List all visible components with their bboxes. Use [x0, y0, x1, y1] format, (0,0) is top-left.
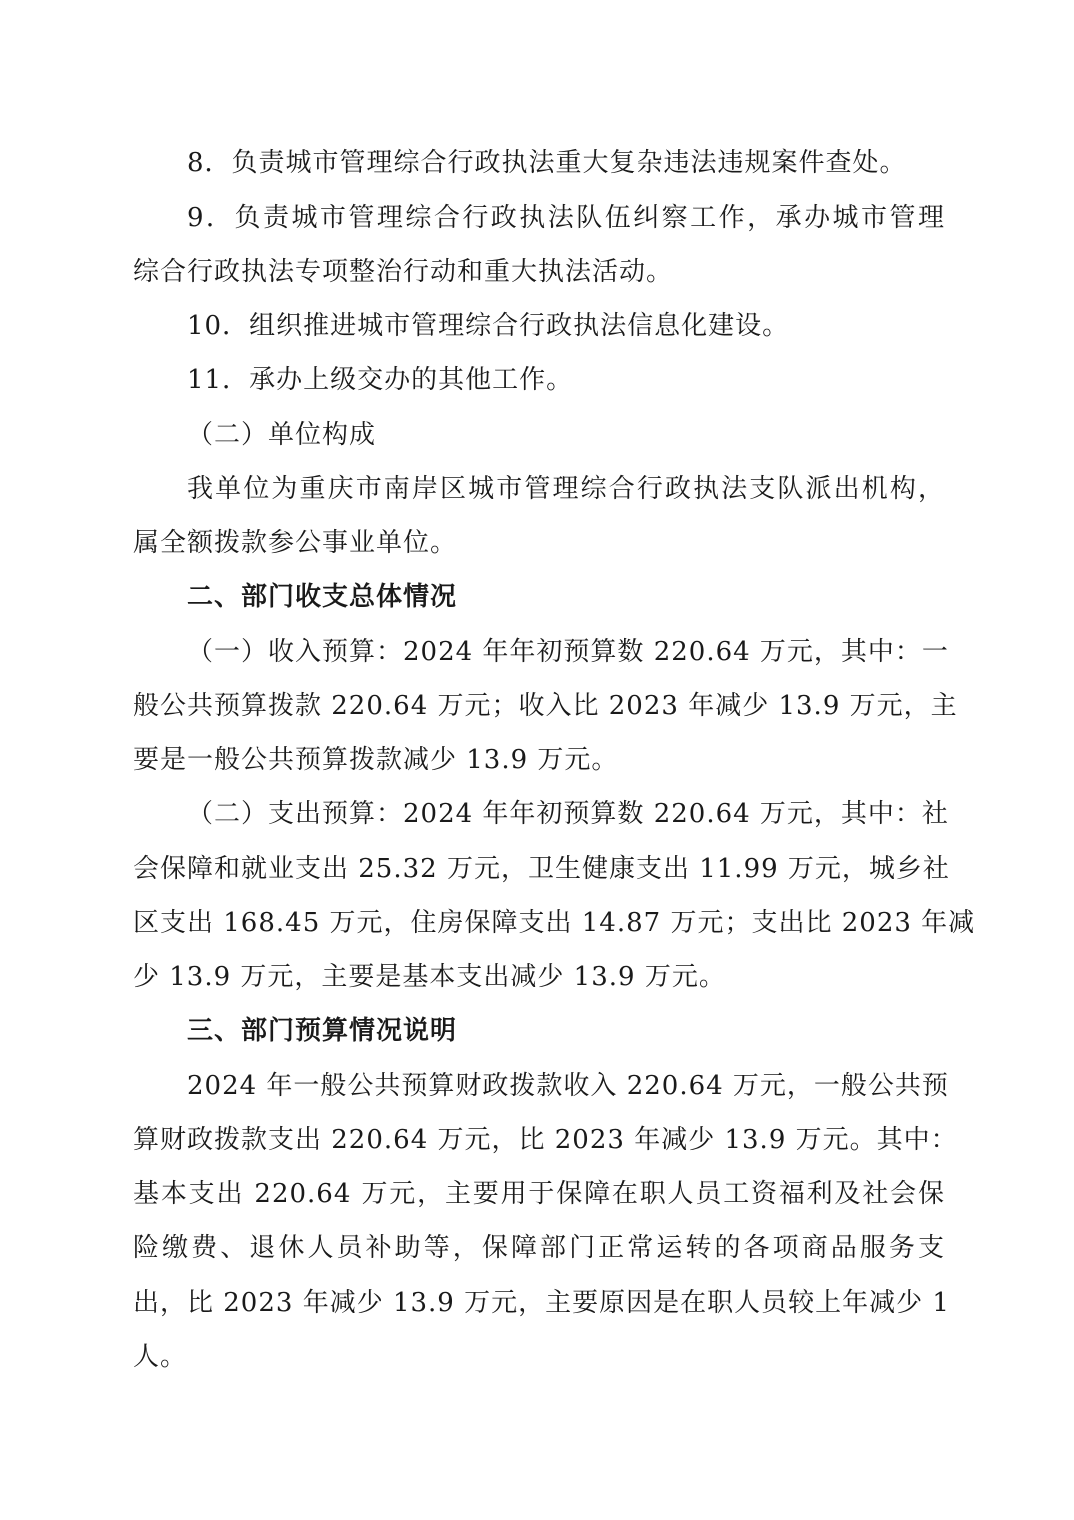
paragraph-line: 人。 [133, 1342, 188, 1372]
paragraph-line: 算财政拨款支出 220.64 万元，比 2023 年减少 13.9 万元。其中： [133, 1125, 958, 1155]
paragraph-line: 险缴费、退休人员补助等，保障部门正常运转的各项商品服务支 [133, 1233, 945, 1263]
paragraph-line: 般公共预算拨款 220.64 万元；收入比 2023 年减少 13.9 万元，主 [133, 691, 958, 721]
paragraph-line: （一）收入预算：2024 年年初预算数 220.64 万元，其中：一 [187, 637, 949, 667]
paragraph-line: 我单位为重庆市南岸区城市管理综合行政执法支队派出机构， [187, 474, 945, 504]
paragraph-line: 2024 年一般公共预算财政拨款收入 220.64 万元，一般公共预 [187, 1071, 949, 1101]
paragraph-line: 基本支出 220.64 万元，主要用于保障在职人员工资福利及社会保 [133, 1179, 945, 1209]
paragraph-line: 10．组织推进城市管理综合行政执法信息化建设。 [187, 311, 790, 341]
section-heading: 三、部门预算情况说明 [187, 1016, 458, 1046]
paragraph-line: 综合行政执法专项整治行动和重大执法活动。 [133, 257, 674, 287]
paragraph-line: 8．负责城市管理综合行政执法重大复杂违法违规案件查处。 [187, 148, 907, 178]
section-heading: 二、部门收支总体情况 [187, 582, 458, 612]
section-subheading: （二）单位构成 [187, 420, 377, 450]
paragraph-line: 会保障和就业支出 25.32 万元，卫生健康支出 11.99 万元，城乡社 [133, 854, 950, 884]
paragraph-line: （二）支出预算：2024 年年初预算数 220.64 万元，其中：社 [187, 799, 949, 829]
paragraph-line: 属全额拨款参公事业单位。 [133, 528, 458, 558]
paragraph-line: 少 13.9 万元，主要是基本支出减少 13.9 万元。 [133, 962, 726, 992]
paragraph-line: 9．负责城市管理综合行政执法队伍纠察工作，承办城市管理 [187, 203, 945, 233]
paragraph-line: 区支出 168.45 万元，住房保障支出 14.87 万元；支出比 2023 年减 [133, 908, 976, 938]
paragraph-line: 要是一般公共预算拨款减少 13.9 万元。 [133, 745, 619, 775]
paragraph-line: 出，比 2023 年减少 13.9 万元，主要原因是在职人员较上年减少 1 [133, 1288, 950, 1318]
paragraph-line: 11．承办上级交办的其他工作。 [187, 365, 574, 395]
